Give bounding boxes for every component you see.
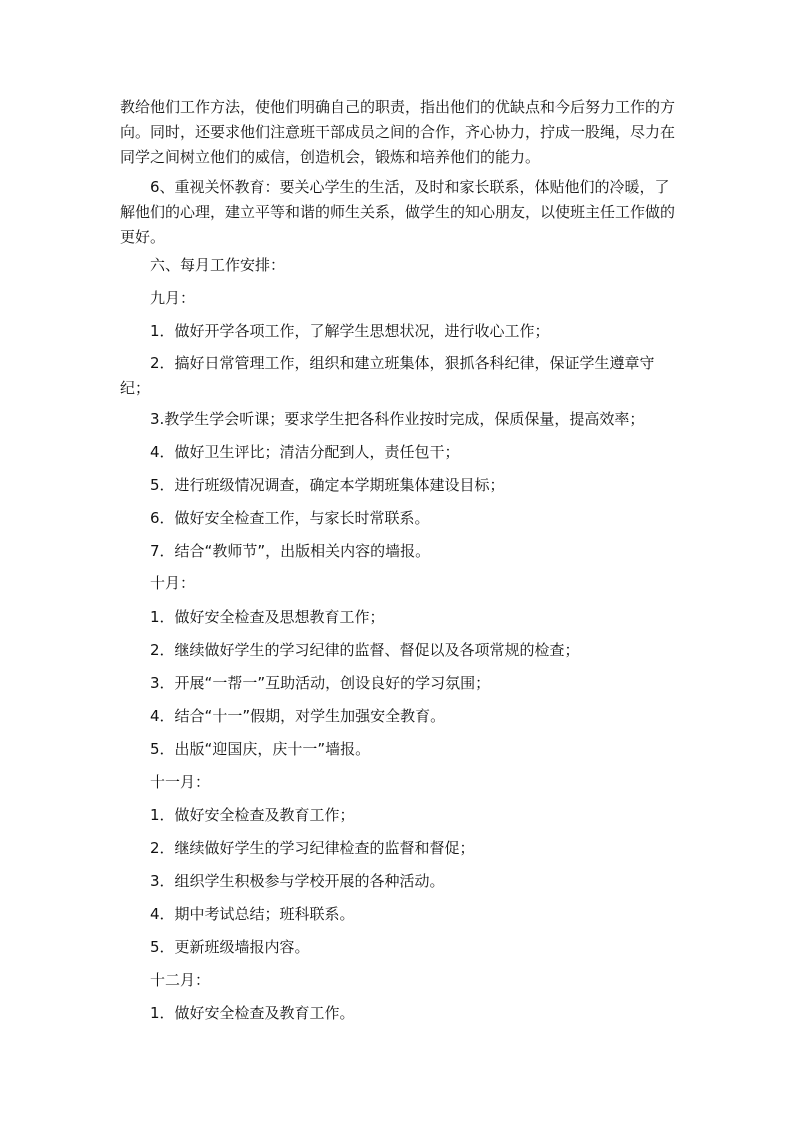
list-item: 3．开展“一帮一”互助活动，创设良好的学习氛围； <box>150 674 491 692</box>
list-item: 1．做好安全检查及教育工作。 <box>150 1004 355 1022</box>
list-item: 5．更新班级墙报内容。 <box>150 938 310 956</box>
list-item: 2．继续做好学生的学习纪律的监督、督促以及各项常规的检查； <box>150 641 580 659</box>
paragraph-care-education: 6、重视关怀教育：要关心学生的生活，及时和家长联系，体贴他们的冷暖，了解他们的心理，建立平等和谐的师生关系，做学生的知心朋友，以使班主任工作做的更好。 <box>120 178 676 246</box>
month-title-december: 十二月： <box>150 971 211 989</box>
month-title-november: 十一月： <box>150 773 211 791</box>
list-item: 3．组织学生积极参与学校开展的各种活动。 <box>150 872 445 890</box>
list-item: 2．继续做好学生的学习纪律检查的监督和督促； <box>150 839 475 857</box>
paragraph-class-cadres: 教给他们工作方法，使他们明确自己的职责，指出他们的优缺点和今后努力工作的方向。同时，还要求他们注意班干部成员之间的合作，齐心协力，拧成一股绳，尽力在同学之间树立他们的威信，创造机会，锻炼和培养他们的能力。 <box>120 98 676 166</box>
list-item: 1．做好安全检查及思想教育工作； <box>150 608 385 626</box>
list-item: 3.教学生学会听课；要求学生把各科作业按时完成，保质保量，提高效率； <box>150 410 645 428</box>
list-item: 4．做好卫生评比；清洁分配到人，责任包干； <box>150 443 460 461</box>
list-item: 4．结合“十一”假期，对学生加强安全教育。 <box>150 707 446 725</box>
section-heading-monthly-plan: 六、每月工作安排： <box>150 256 286 274</box>
list-item: 2．搞好日常管理工作，组织和建立班集体，狠抓各科纪律，保证学生遵章守纪； <box>120 354 655 397</box>
list-item: 5．进行班级情况调查，确定本学期班集体建设目标； <box>150 476 505 494</box>
list-item: 1．做好开学各项工作，了解学生思想状况，进行收心工作； <box>150 322 550 340</box>
list-item: 1．做好安全检查及教育工作； <box>150 806 355 824</box>
month-title-october: 十月： <box>150 574 196 592</box>
list-item: 7．结合“教师节”，出版相关内容的墙报。 <box>150 542 431 560</box>
month-title-september: 九月： <box>150 289 196 307</box>
list-item: 5．出版“迎国庆，庆十一”墙报。 <box>150 740 371 758</box>
list-item: 6．做好安全检查工作，与家长时常联系。 <box>150 509 430 527</box>
list-item: 4．期中考试总结；班科联系。 <box>150 905 355 923</box>
